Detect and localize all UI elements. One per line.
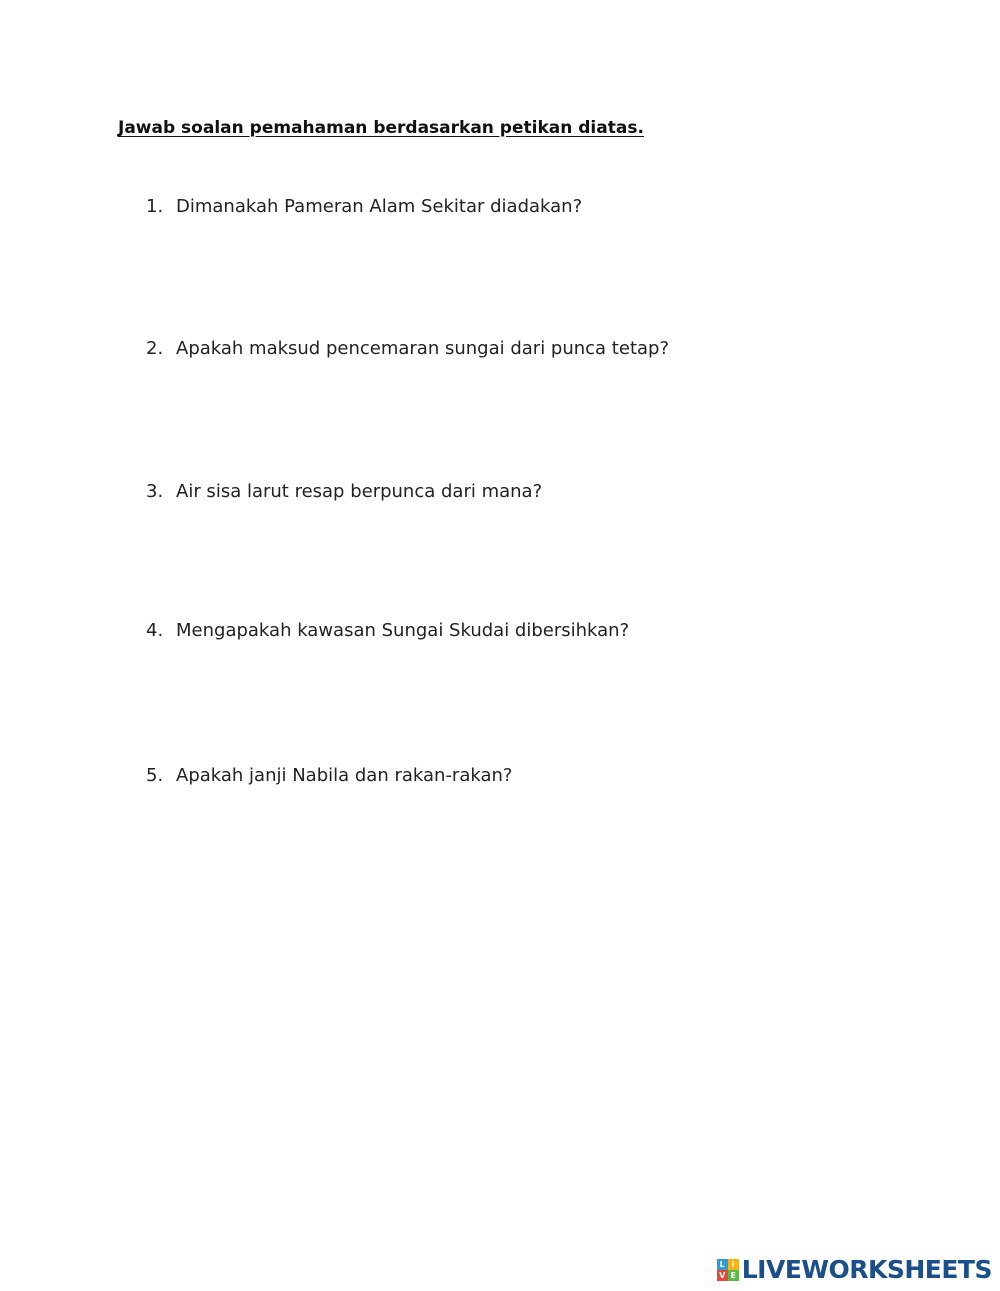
liveworksheets-brand xyxy=(717,1255,992,1285)
question-number: 5. xyxy=(146,765,164,786)
question-text: Apakah janji Nabila dan rakan-rakan? xyxy=(176,765,513,786)
question-number: 1. xyxy=(146,196,164,217)
logo-tile-v: V xyxy=(717,1270,728,1281)
logo-tile-l: L xyxy=(717,1259,728,1270)
brand-wordmark: LIVEWORKSHEETS xyxy=(741,1255,992,1284)
question-text: Apakah maksud pencemaran sungai dari punca tetap? xyxy=(176,338,670,359)
liveworksheets-logo-icon xyxy=(717,1259,739,1281)
question-number: 4. xyxy=(146,620,164,641)
question-text: Air sisa larut resap berpunca dari mana? xyxy=(176,481,543,502)
question-item xyxy=(146,481,542,502)
logo-tile-i: I xyxy=(728,1259,739,1270)
question-text: Mengapakah kawasan Sungai Skudai dibersihkan? xyxy=(176,620,630,641)
question-item xyxy=(146,765,512,786)
question-item xyxy=(146,196,582,217)
question-text: Dimanakah Pameran Alam Sekitar diadakan? xyxy=(176,196,583,217)
question-number: 2. xyxy=(146,338,164,359)
question-item xyxy=(146,338,669,359)
question-number: 3. xyxy=(146,481,164,502)
instruction-heading: Jawab soalan pemahaman berdasarkan petikan diatas. xyxy=(118,118,644,138)
logo-tile-e: E xyxy=(728,1270,739,1281)
question-item xyxy=(146,620,629,641)
